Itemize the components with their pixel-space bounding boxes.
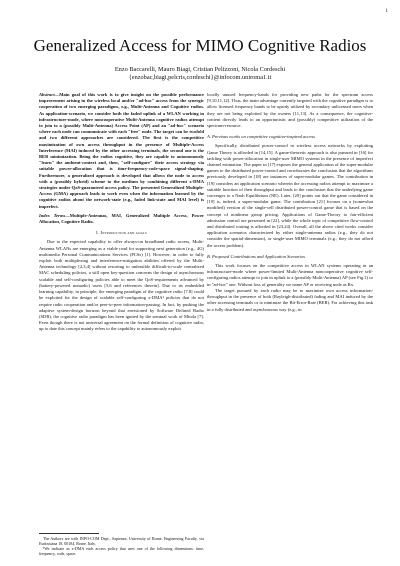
paper-title: Generalized Access for MIMO Cognitive Radios [33,36,367,55]
footnotes [39,536,204,556]
subsection-heading-previous-works: A. Previous works on competitive cognitive-inspired access [207,134,315,140]
index-terms-lead: Index Terms [39,212,66,218]
page-number: 1 [385,9,388,14]
right-column [207,92,373,313]
author-block [0,66,400,82]
intro-continued-paragraph: locally unused frequency-bands for providing new paths for the spectrum access [9,10,11,12]. Thus, the main advantage currently targeted with the cognitive paradigm is to allow licensed frequency bands to be upsidy utilized by secondary unlicensed users when they are not being exploited by the owners [11,13]. As a consequence, the cognitive-content directly leads to an opportunistic and (possibly) competitive utilization of the spectrum-resource. [207,92,373,129]
left-column [39,92,204,333]
abstract [39,92,204,210]
intro-paragraph: Due to the expected capability to offer always-on broadband radio access, Multi-Antenna WLANs are emerging as a viable road for supporting next generation (e.g., 4G) multimedia Personal Communications Services (PCSs) [1]. However, in order to fully exploit both multiplexing and interference-mitigation abilities offered by the Multi-Antenna technology [2,3,4] without resorting to unfeasible difficult-to-scale centralized MAC scheduling policies, a still open key-question concerns the design of asynchronous scalable and self-configuring policies able to meet the QoS-requirements advanced by (battery-powered nomadic) users [5,6 and references therein]. Due to its embedded learning capability, in principle, the emerging paradigm of the cognitive radio [7,8] could be exploited for the design of scalable self-configuring x-DMA¹ policies that do not require radio cooperation and/or peer-to-peer information-passing. In fact, by pushing the adaptive system-design horizon beyond that envisioned by Software Defined Radio (SDR), the cognitive radio paradigm has been ignited by the seminal work of Mitola [7]. Even though there is not universal agreement on the formal definition of cognitive radio, up to date this concept mainly refers to the capability to autonomously exploit [39,239,204,332]
footnote-affiliation: The Authors are with INFO-COM Dept., Sapienza, University of Rome, Engineering Faculty, via Eudossiana 18, 00184, Rome, Italy. [39,536,204,546]
author-emails: {enzobac,biagi,pelcris,cordeschi}@infocom.uniroma1.it [128,74,272,81]
abstract-text: —Main goal of this work is to give insight on the possible performance improvement arising in the wireless local and/or "ad-hoc" access from the synergic cooperation of two emerging paradigms, e.g., Multi-Antenna and Cognitive radios. As application-scenario, we consider both the faded uplink of a WLAN working in infrastructure-mode, where noncooperative Multi-Antenna cognitive radios attempt to join to a (possibly Multi-Antenna) Access Point (AP) and an "ad-hoc" scenario where each node can communicate with each "free" node. The target can be twofold and two different approaches are considered. The first is the competitive maximization of own access throughput in the presence of Multiple-Access Interference (MAI) induced by the other accessing terminals, the second one is the BER minimization. Being the radios cognitive, they are capable to autonomously "learn" the ambient-context and, then, "self-configure" their access strategy via suitable power-allocation that is time-frequency-code-space signal-shaping. Furthermore, a generalized approach is developed that allows the node to access with a (possibly hybrid) scheme to the medium by combining different x-DMA strategies under QoS-guaranteed access policy. The presented Generalized Multiple-Access (GMA) approach leads to work even when the information learned by the cognitive radios about the network-state (e.g., faded link-state and MAI level) is imperfect. [39,92,204,209]
footnote-rule [39,533,99,534]
contributions-paragraph-1: This work focuses on the competitive access in WLAN systems operating in an infrastructure-mode where power-limited Multi-Antenna noncooperative cognitive self-configuring radios attempt to join in uplink to a (possibly Multi-Antenna) AP (see Fig.1) or in "ad-hoc" one. Without loss of generality we name AP or receiving node as Rx. [207,263,373,287]
index-terms [39,213,204,225]
abstract-lead: Abstract [39,92,55,97]
subsection-heading-contributions: B. Proposed Contributions and Application Scenarios [207,253,306,259]
contributions-paragraph-2: The target pursued by each radio may be to maximize own access information-throughput in the presence of both (Rayleigh-distributed) fading and MAI induced by the other accessing terminals or to minimize the Bit-Error-Rate (BER). For achieving this task in a fully distributed and asynchronous way (e.g., in [207,287,373,312]
previous-works-paragraph: Specifically, distributed power-control in wireless access networks by exploiting Game Theory is afforded in [14,15]. A game-theoretic approach is also pursued in [16] for tackling with power-allocation in single-user MIMO systems in the presence of imperfect channel estimation. The paper in [17] exposes the general application of the super-modular games to the distributed power-control and corroborates the conclusion that the algorithms previously developed in [18] are instances of super-modular games. The contribution in [19] considers an application scenario wherein the accessing radios attempt to maximize a suitable function of their throughput and leads to the conclusion that the underlying game converges to a Nash Equilibrium (NE). Later, [20] points out that the game considered in [19] is, indeed, a super-modular game. The contribution [21] focuses on a (somewhat modified) version of the single-cell distributed power-control game that is based on the concept of nonlinear group pricing. Applications of Game-Theory to fair-efficient admission control are presented in [22], while the whole topic of competitive flow-control and distributed routing is afforded in [23,24]. Overall, all the above cited works consider application scenarios characterized by either single-antenna radios (e.g., they do not consider the spatial-dimension), or single-user MIMO terminals (e.g., they do not afford the access problem). [207,143,373,248]
footnote-xdma: ¹We indicate as x-DMA each access policy that uses one of the following dimensions: time, frequency, code, space. [39,546,204,556]
section-heading-introduction: I. Introduction and goals [96,230,147,236]
author-names: Enzo Baccarelli, Mauro Biagi, Cristian Pelizzoni, Nicola Cordeschi [114,66,286,73]
index-terms-text: —Multiple-Antennas, MAI, Generalized Multiple Access, Power Allocation, Cognitive Radio. [39,212,204,225]
